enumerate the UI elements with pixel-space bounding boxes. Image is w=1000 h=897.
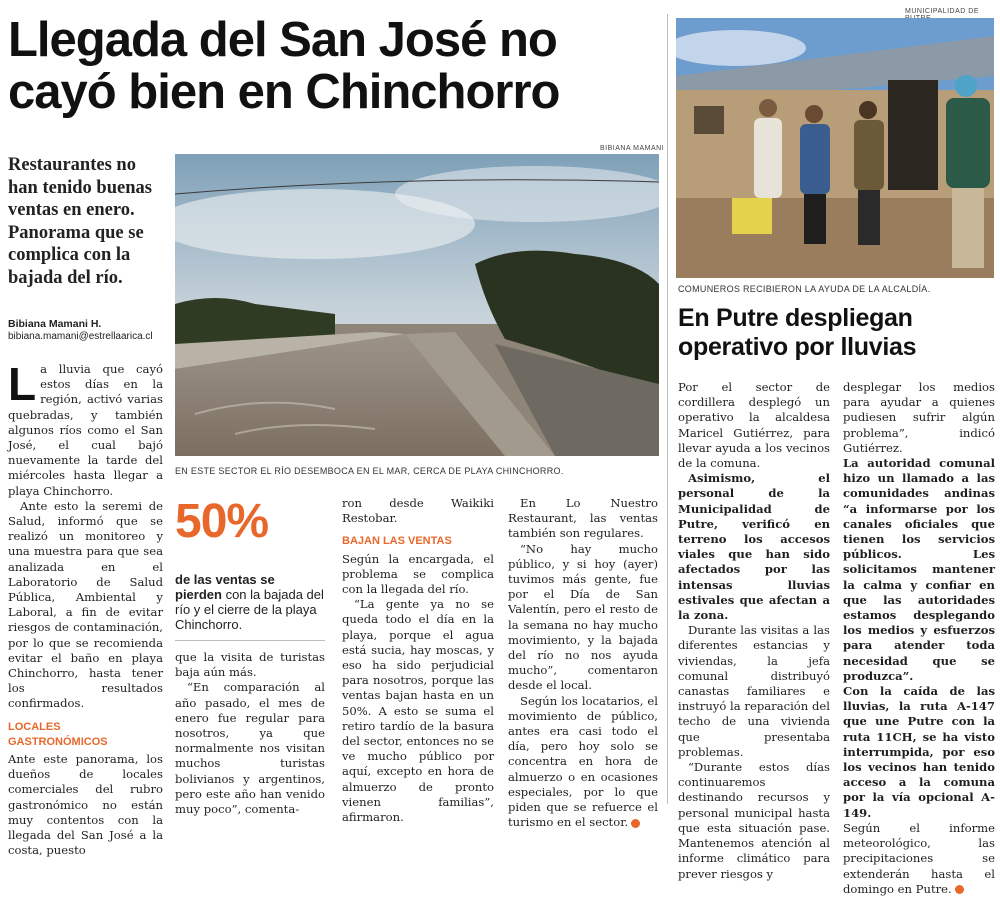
paragraph <box>843 821 995 897</box>
river-photo-illustration <box>175 154 659 456</box>
paragraph: Durante las visitas a las diferentes estancias y viviendas, la jefa comunal distribuyó canastas familiares e instruyó la reparación del techo de una vivienda que presentaba problemas. <box>678 623 830 759</box>
photo-credit: BIBIANA MAMANI <box>600 145 665 152</box>
paragraph: Según la encargada, el problema se complica con la llegada del río. <box>342 551 494 597</box>
photo-caption: COMUNEROS RECIBIERON LA AYUDA DE LA ALCALDÍA. <box>678 284 931 294</box>
section-subhead: LOCALES GASTRONÓMICOS <box>8 720 108 748</box>
article-divider <box>667 14 668 804</box>
highlight-rest: con la bajada del río y el cierre de la playa Chinchorro. <box>175 587 324 632</box>
paragraph-text: Según el informe meteorológico, las precipitaciones se extenderán hasta el domingo en Putre. <box>843 820 995 896</box>
article-column-2 <box>175 650 325 817</box>
section-subhead: BAJAN LAS VENTAS <box>342 535 452 548</box>
paragraph: Con la caída de las lluvias, la ruta A-147 que une Putre con la ruta 11CH, se ha visto interrumpida, por eso los vecinos han tenido acceso a la comuna por la vía opcional A-149. <box>843 684 995 820</box>
paragraph: Ante esto la seremi de Salud, informó que se realizó un monitoreo y una muestra para que sea analizada en el Laboratorio de Salud Pública, Ambiental y Laboral, a fin de evitar riesgos de contaminación, por lo que se recomienda evitar el baño en playa Chinchorro, hasta tener los resultados confirmados. <box>8 498 163 711</box>
divider <box>175 640 325 641</box>
article2-column-2 <box>843 380 995 897</box>
highlight-text <box>175 572 325 632</box>
highlight-number: 50% <box>175 495 269 548</box>
photo-caption: EN ESTE SECTOR EL RÍO DESEMBOCA EN EL MAR, CERCA DE PLAYA CHINCHORRO. <box>175 466 564 476</box>
end-mark-icon <box>955 885 964 894</box>
article2-column-1 <box>678 380 830 882</box>
paragraph: ron desde Waikiki Restobar. <box>342 496 494 526</box>
highlight-bold: de las ventas se pierden <box>175 572 275 602</box>
paragraph: En Lo Nuestro Restaurant, las ventas también son regulares. <box>508 496 658 541</box>
author-email: bibiana.mamani@estrellaarica.cl <box>8 331 153 342</box>
article-column-4 <box>508 496 658 830</box>
article-headline: En Putre despliegan operativo por lluvias <box>678 304 917 361</box>
paragraph: “En comparación al año pasado, el mes de enero fue regular para nosotros, ya que normalmente nos visitan muchos turistas bolivianos y argentinos, pero este año han venido muy poco”, comenta- <box>175 680 325 817</box>
paragraph <box>508 694 658 831</box>
paragraph: “La gente ya no se queda todo el día en la playa, porque el agua está sucia, hay moscas, y eso ha sido perjudicial para nosotros, porque las ventas bajan hasta en un 50%. A esto se suma el retiro tardío de la basura del sector, entonces no se ve mucho público por aquí, excepto en hora de almuerzo de pronto vienen familias”, afirmaron. <box>342 597 494 825</box>
putre-photo-illustration <box>676 18 994 278</box>
photo-credit: MUNICIPALIDAD DE <box>905 8 979 15</box>
paragraph: desplegar los medios para ayudar a quienes pudiesen sufrir algún problema”, indicó Gutiérrez. <box>843 380 995 455</box>
paragraph: a lluvia que cayó estos días en la región, activó varias quebradas, y también algunos ríos como el San José, el cual bajó nuevamente la tarde del miércoles hasta llegar a playa Chinchorro. <box>8 362 163 498</box>
paragraph: La autoridad comunal hizo un llamado a las comunidades andinas “a informarse por los canales oficiales que tienen los servicios públicos. Les solicitamos mantener la calma y confiar en que las autoridades estamos desplegando los medios y esfuerzos para atender toda necesidad que se produzca”. <box>843 456 995 683</box>
article-column-3 <box>342 496 494 825</box>
paragraph: “No hay mucho público, y si hoy (ayer) tuvimos más gente, fue por el Día de San Valentín, pero el resto de la semana no hay mucho movimiento, y la bajada del río no nos ayuda mucho”, comentaron desde el local. <box>508 541 658 693</box>
paragraph-text: Según los locatarios, el movimiento de público, antes era casi todo el día, pero hoy solo se concentra en hora de almuerzo o en ocasiones especiales, por lo que piden que se refuerce el turismo en el sector. <box>508 693 658 830</box>
paragraph: Ante este panorama, los dueños de locales comerciales del rubro gastronómico no están muy contentos con la llegada del San José a la costa, puesto <box>8 752 163 858</box>
article-deck: Restaurantes no han tenido buenas ventas en enero. Panorama que se complica con la bajada del río. <box>8 155 152 288</box>
putre-photo <box>676 18 994 278</box>
paragraph: “Durante estos días continuaremos destinando recursos y personal municipal hasta que esta situación pase. Mantenemos atención al informe climático para prever riesgos y <box>678 760 830 881</box>
drop-cap: L <box>8 358 37 410</box>
river-photo <box>175 154 659 456</box>
paragraph: Por el sector de cordillera desplegó un operativo la alcaldesa Maricel Gutiérrez, para llevar ayuda a los vecinos de la comuna. <box>678 380 830 471</box>
author-name: Bibiana Mamani H. <box>8 318 102 330</box>
paragraph: Asimismo, el personal de la Municipalidad de Putre, verificó en terreno los accesos viales que han sido afectados por las intensas lluvias estivales que afectan a la zona. <box>678 471 830 623</box>
paragraph: que la visita de turistas baja aún más. <box>175 650 325 680</box>
article-headline: Llegada del San José no cayó bien en Chinchorro <box>8 13 560 119</box>
article-column-1 <box>8 358 163 859</box>
end-mark-icon <box>631 819 640 828</box>
